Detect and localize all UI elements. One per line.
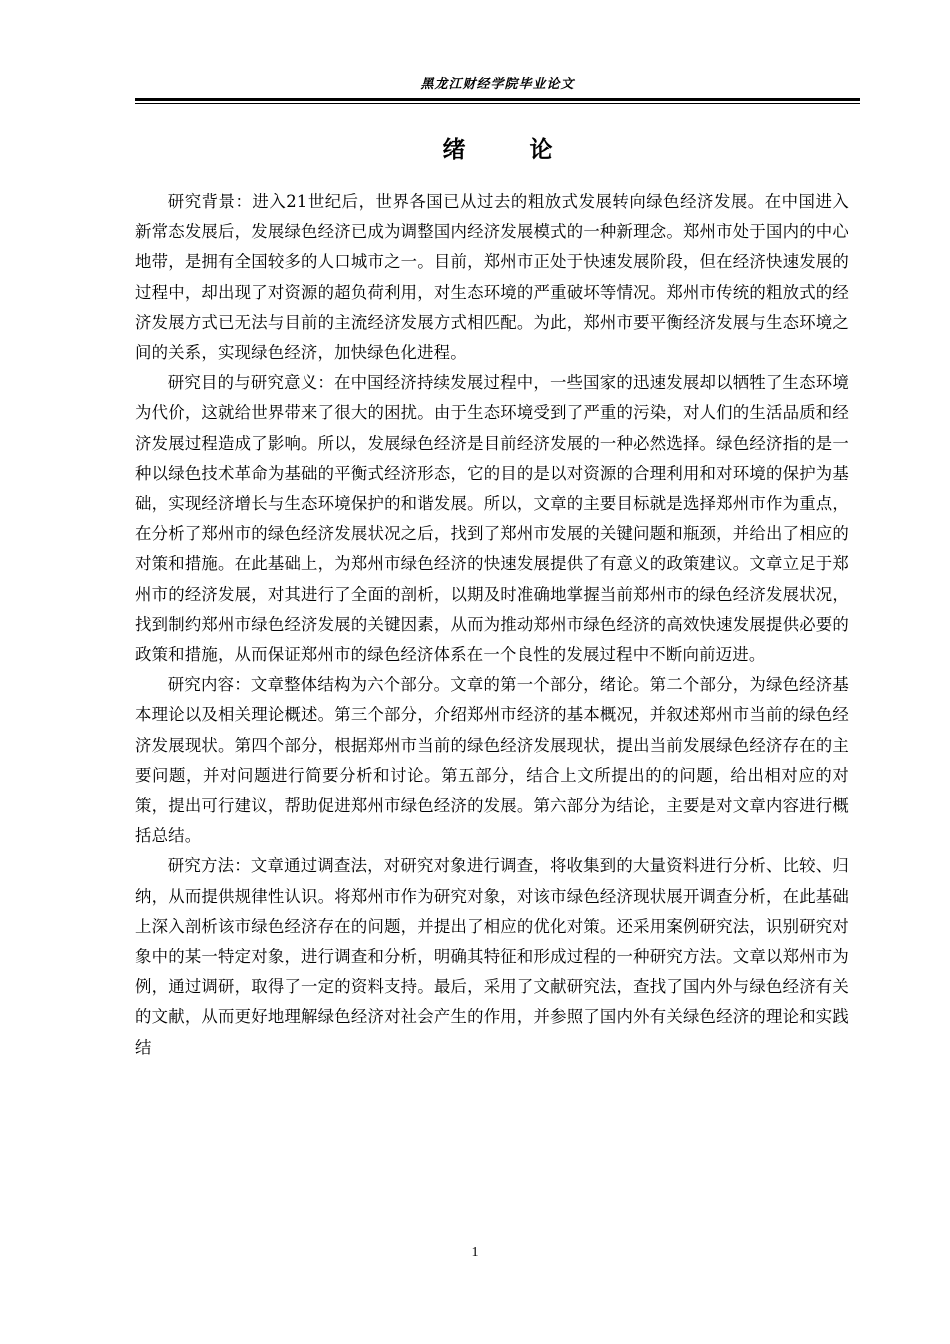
header-rule-thick — [135, 98, 860, 101]
paragraph-background: 研究背景：进入21世纪后，世界各国已从过去的粗放式发展转向绿色经济发展。在中国进入新常态发展后，发展绿色经济已成为调整国内经济发展模式的一种新理念。郑州市处于国内的中心地带，是拥有全国较多的人口城市之一。目前，郑州市正处于快速发展阶段，但在经济快速发展的过程中，却出现了对资源的超负荷利用，对生态环境的严重破坏等情况。郑州市传统的粗放式的经济发展方式已无法与目前的主流经济发展方式相匹配。为此，郑州市要平衡经济发展与生态环境之间的关系，实现绿色经济，加快绿色化进程。 — [135, 192, 849, 363]
paragraph-purpose: 研究目的与研究意义：在中国经济持续发展过程中，一些国家的迅速发展却以牺牲了生态环境为代价，这就给世界带来了很大的困扰。由于生态环境受到了严重的污染，对人们的生活品质和经济发展过程造成了影响。所以，发展绿色经济是目前经济发展的一种必然选择。绿色经济指的是一种以绿色技术革命为基础的平衡式经济形态，它的目的是以对资源的合理利用和对环境的保护为基础，实现经济增长与生态环境保护的和谐发展。所以，文章的主要目标就是选择郑州市作为重点，在分析了郑州市的绿色经济发展状况之后，找到了郑州市发展的关键问题和瓶颈，并给出了相应的对策和措施。在此基础上，为郑州市绿色经济的快速发展提供了有意义的政策建议。文章立足于郑州市的经济发展，对其进行了全面的剖析，以期及时准确地掌握当前郑州市的绿色经济发展状况，找到制约郑州市绿色经济发展的关键因素，从而为推动郑州市绿色经济的高效快速发展提供必要的政策和措施，从而保证郑州市的绿色经济体系在一个良性的发展过程中不断向前迈进。 — [135, 373, 849, 665]
body-text — [135, 187, 849, 1063]
paragraph-content: 研究内容：文章整体结构为六个部分。文章的第一个部分，绪论。第二个部分，为绿色经济基本理论以及相关理论概述。第三个部分，介绍郑州市经济的基本概况，并叙述郑州市当前的绿色经济发展现状。第四个部分，根据郑州市当前的绿色经济发展现状，提出当前发展绿色经济存在的主要问题，并对问题进行简要分析和讨论。第五部分，结合上文所提出的的问题，给出相对应的对策，提出可行建议，帮助促进郑州市绿色经济的发展。第六部分为结论，主要是对文章内容进行概括总结。 — [135, 675, 849, 846]
page-number: 1 — [471, 1245, 479, 1260]
paragraph-method: 研究方法：文章通过调查法，对研究对象进行调查，将收集到的大量资料进行分析、比较、归纳，从而提供规律性认识。将郑州市作为研究对象，对该市绿色经济现状展开调查分析，在此基础上深入剖析该市绿色经济存在的问题，并提出了相应的优化对策。还采用案例研究法，识别研究对象中的某一特定对象，进行调查和分析，明确其特征和形成过程的一种研究方法。文章以郑州市为例，通过调研，取得了一定的资料支持。最后，采用了文献研究法，查找了国内外与绿色经济有关的文献，从而更好地理解绿色经济对社会产生的作用，并参照了国内外有关绿色经济的理论和实践结 — [135, 856, 849, 1057]
chapter-title: 绪 论 — [442, 137, 581, 163]
header-rule-thin — [135, 103, 860, 104]
running-header: 黑龙江财经学院毕业论文 — [420, 77, 575, 92]
